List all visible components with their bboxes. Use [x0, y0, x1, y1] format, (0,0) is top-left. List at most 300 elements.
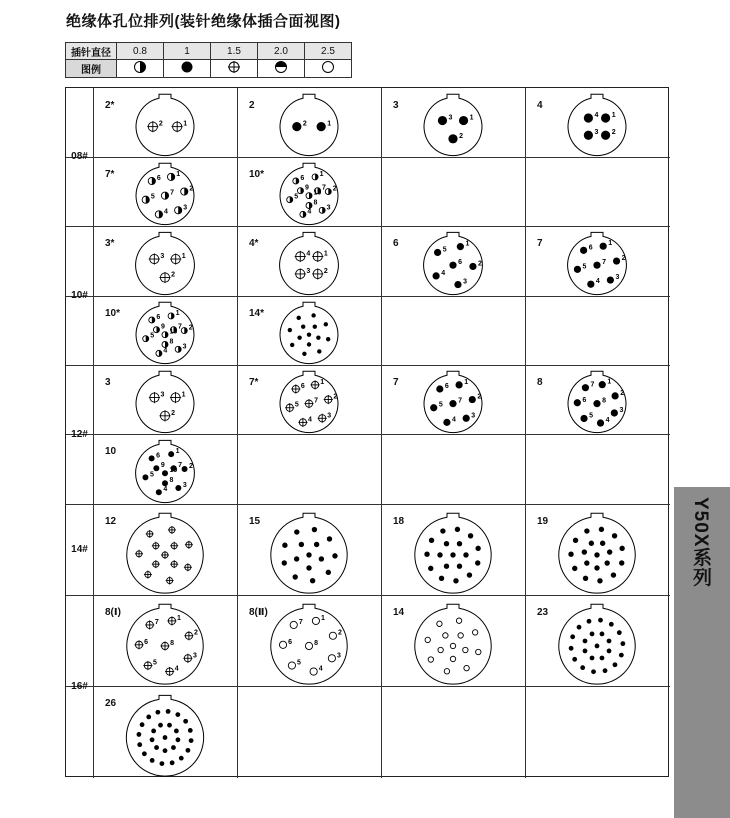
- contact-pin: [469, 263, 476, 270]
- layout-diagram: [93, 296, 237, 365]
- contact-number: 4: [595, 278, 600, 286]
- layout-label: 14*: [249, 308, 265, 319]
- contact-pin: [149, 455, 155, 461]
- contact-pin: [156, 489, 162, 495]
- group-label: 14#: [71, 543, 88, 555]
- contact-pin: [310, 578, 315, 583]
- layout-diagram: [525, 226, 669, 296]
- contact-number: 4: [452, 416, 456, 424]
- contact-pin: [326, 570, 331, 575]
- contact-pin: [168, 451, 174, 457]
- layout-label: 4: [537, 100, 543, 111]
- contact-number: 3: [326, 204, 331, 212]
- layout-cell: [525, 595, 669, 686]
- contact-number: 1: [465, 240, 470, 248]
- contact-number: 6: [458, 259, 463, 267]
- layout-cell: [525, 504, 669, 595]
- contact-pin: [163, 748, 168, 753]
- contact-pin: [312, 174, 318, 180]
- contact-number: 7: [178, 323, 182, 331]
- contact-number: 6: [156, 313, 161, 321]
- contact-pin: [443, 419, 450, 426]
- contact-pin: [166, 709, 171, 714]
- layout-cell: [93, 434, 237, 504]
- contact-number: 6: [156, 452, 161, 460]
- contact-pin: [597, 419, 604, 426]
- contact-pin: [174, 729, 179, 734]
- layout-label: 15: [249, 516, 261, 527]
- contact-number: 1: [183, 120, 188, 128]
- contact-number: 7: [314, 397, 319, 405]
- contact-number: 6: [156, 174, 161, 182]
- layout-cell: [381, 226, 525, 296]
- contact-number: 2: [193, 629, 198, 637]
- contact-pin: [438, 647, 443, 652]
- contact-pin: [600, 656, 605, 661]
- legend-size: 1.5: [211, 43, 258, 60]
- contact-number: 1: [181, 391, 186, 399]
- layout-label: 3: [105, 377, 111, 388]
- layout-cell: [93, 686, 237, 778]
- contact-pin: [587, 281, 594, 288]
- insulator-outline: [280, 232, 339, 294]
- contact-pin: [613, 662, 618, 667]
- layout-grid: [65, 87, 669, 777]
- contact-pin: [591, 669, 596, 674]
- layout-cell: [237, 296, 381, 365]
- layout-label: 14: [393, 607, 405, 618]
- contact-pin: [306, 565, 311, 570]
- layout-cell: [525, 88, 669, 157]
- contact-pin: [299, 542, 304, 547]
- contact-pin: [573, 538, 578, 543]
- contact-pin: [599, 527, 604, 532]
- contact-number: 5: [150, 193, 155, 201]
- layout-label: 26: [105, 698, 117, 709]
- contact-number: 3: [463, 278, 467, 286]
- layout-diagram: [93, 157, 237, 226]
- contact-pin: [428, 566, 433, 571]
- layout-label: 7*: [249, 377, 259, 388]
- contact-pin: [430, 404, 437, 411]
- contact-pin: [455, 527, 460, 532]
- layout-diagram: [93, 226, 237, 296]
- contact-pin: [584, 131, 593, 140]
- contact-pin: [325, 189, 331, 195]
- contact-number: 1: [469, 114, 474, 122]
- contact-pin: [472, 630, 477, 635]
- contact-pin: [329, 632, 336, 639]
- layout-label: 2*: [105, 100, 115, 111]
- group-label: 16#: [71, 680, 88, 692]
- contact-pin: [327, 536, 332, 541]
- contact-number: 3: [182, 343, 187, 351]
- contact-pin: [148, 177, 155, 184]
- contact-pin: [457, 541, 462, 546]
- contact-pin: [167, 723, 172, 728]
- layout-label: 8(Ⅱ): [249, 607, 268, 618]
- contact-number: 3: [471, 412, 476, 420]
- layout-label: 18: [393, 516, 405, 527]
- contact-number: 10: [169, 328, 178, 336]
- contact-pin: [163, 735, 168, 740]
- contact-pin: [600, 632, 605, 637]
- contact-number: 1: [181, 253, 186, 261]
- contact-pin: [612, 533, 617, 538]
- contact-number: 9: [160, 462, 165, 470]
- contact-number: 7: [590, 381, 595, 389]
- contact-pin: [189, 738, 194, 743]
- layout-cell: [237, 504, 381, 595]
- layout-label: 23: [537, 607, 549, 618]
- contact-pin: [294, 529, 299, 534]
- contact-number: 8: [169, 477, 174, 485]
- layout-label: 7: [537, 238, 543, 249]
- layout-diagram: [237, 365, 381, 434]
- contact-pin: [154, 745, 159, 750]
- contact-pin: [450, 643, 455, 648]
- contact-number: 4: [594, 112, 599, 120]
- contact-number: 4: [163, 347, 168, 355]
- contact-pin: [156, 350, 162, 356]
- contact-pin: [293, 178, 299, 184]
- contact-number: 2: [171, 409, 176, 417]
- contact-number: 3: [160, 391, 165, 399]
- contact-pin: [438, 116, 447, 125]
- contact-number: 5: [582, 263, 587, 271]
- contact-number: 1: [611, 112, 616, 120]
- contact-pin: [326, 337, 330, 341]
- contact-pin: [311, 313, 315, 317]
- contact-number: 7: [298, 618, 303, 626]
- contact-pin: [459, 116, 468, 125]
- contact-pin: [617, 630, 622, 635]
- contact-number: 6: [288, 638, 293, 646]
- contact-pin: [151, 729, 156, 734]
- legend-size: 2.0: [258, 43, 305, 60]
- contact-pin: [297, 316, 301, 320]
- insulator-outline: [136, 371, 194, 432]
- contact-pin: [572, 657, 577, 662]
- contact-pin: [429, 538, 434, 543]
- contact-pin: [619, 560, 624, 565]
- contact-number: 1: [464, 378, 469, 386]
- contact-pin: [456, 618, 461, 623]
- contact-pin: [293, 574, 298, 579]
- contact-number: 4: [174, 665, 179, 673]
- contact-pin: [469, 396, 476, 403]
- contact-number: 1: [176, 170, 181, 178]
- contact-number: 7: [322, 184, 326, 192]
- contact-pin: [444, 669, 449, 674]
- layout-cell: [237, 595, 381, 686]
- contact-number: 10: [169, 467, 178, 475]
- contact-pin: [464, 665, 469, 670]
- contact-number: 6: [444, 382, 449, 390]
- top-half-filled-circle-icon: [258, 60, 305, 78]
- contact-number: 1: [323, 250, 328, 258]
- contact-pin: [463, 415, 470, 422]
- contact-number: 2: [158, 120, 163, 128]
- contact-pin: [444, 564, 449, 569]
- contact-number: 4: [605, 417, 610, 425]
- contact-pin: [599, 381, 606, 388]
- contact-number: 2: [477, 393, 482, 401]
- contact-number: 5: [442, 246, 447, 254]
- contact-number: 7: [178, 462, 183, 470]
- contact-number: 6: [300, 382, 305, 390]
- contact-number: 3: [182, 482, 187, 490]
- page-title: 绝缘体孔位排列(装针绝缘体插合面视图): [66, 13, 341, 30]
- layout-diagram: [525, 365, 669, 434]
- layout-cell: [93, 157, 237, 226]
- contact-pin: [598, 618, 603, 623]
- contact-pin: [475, 546, 480, 551]
- layout-cell: [237, 88, 381, 157]
- contact-pin: [448, 134, 457, 143]
- legend-size: 1: [164, 43, 211, 60]
- contact-pin: [297, 188, 303, 194]
- contact-number: 2: [171, 271, 176, 279]
- contact-pin: [307, 332, 311, 336]
- contact-number: 5: [589, 412, 594, 420]
- layout-label: 3: [393, 100, 399, 111]
- contact-pin: [589, 541, 594, 546]
- contact-number: 5: [297, 659, 301, 667]
- contact-pin: [476, 649, 481, 654]
- layout-diagram: [93, 434, 237, 504]
- contact-number: 5: [294, 193, 299, 201]
- contact-number: 7: [154, 618, 159, 626]
- contact-number: 2: [332, 185, 337, 193]
- contact-number: 3: [594, 129, 599, 137]
- contact-pin: [317, 122, 326, 131]
- contact-pin: [287, 197, 293, 203]
- contact-pin: [593, 262, 600, 269]
- layout-label: 2: [249, 100, 255, 111]
- layout-cell: [93, 504, 237, 595]
- contact-number: 5: [150, 332, 155, 340]
- contact-number: 4: [318, 665, 323, 673]
- contact-pin: [424, 552, 429, 557]
- crosshair-circle-icon: [211, 60, 258, 78]
- contact-pin: [597, 578, 602, 583]
- layout-diagram: [381, 88, 525, 157]
- contact-pin: [188, 728, 193, 733]
- contact-pin: [572, 566, 577, 571]
- contact-pin: [437, 621, 442, 626]
- contact-pin: [316, 335, 320, 339]
- layout-diagram: [237, 226, 381, 296]
- layout-label: 10*: [249, 169, 265, 180]
- contact-number: 2: [188, 324, 193, 332]
- contact-number: 3: [327, 412, 332, 420]
- contact-pin: [601, 131, 610, 140]
- contact-pin: [457, 243, 464, 250]
- contact-pin: [439, 576, 444, 581]
- contact-number: 9: [160, 323, 165, 331]
- contact-pin: [612, 392, 619, 399]
- contact-pin: [324, 322, 328, 326]
- contact-pin: [155, 211, 162, 218]
- contact-number: 2: [337, 629, 342, 637]
- contact-pin: [601, 113, 610, 122]
- contact-pin: [593, 400, 600, 407]
- contact-pin: [583, 649, 588, 654]
- contact-number: 3: [336, 652, 341, 660]
- contact-number: 2: [621, 255, 626, 263]
- contact-pin: [583, 639, 588, 644]
- contact-number: 9: [304, 184, 309, 192]
- contact-pin: [312, 527, 317, 532]
- layout-label: 10: [105, 446, 117, 457]
- legend-size: 0.8: [117, 43, 164, 60]
- insulator-outline: [136, 232, 195, 294]
- contact-pin: [463, 647, 468, 652]
- contact-pin: [282, 560, 287, 565]
- contact-pin: [146, 714, 151, 719]
- contact-pin: [179, 756, 184, 761]
- contact-pin: [279, 641, 286, 648]
- contact-pin: [433, 272, 440, 279]
- contact-pin: [153, 327, 159, 333]
- layout-label: 6: [393, 238, 399, 249]
- contact-pin: [153, 465, 159, 471]
- group-label: 08#: [71, 151, 88, 162]
- contact-pin: [453, 578, 458, 583]
- contact-pin: [142, 474, 148, 480]
- contact-pin: [611, 572, 616, 577]
- layout-label: 7*: [105, 169, 115, 180]
- contact-pin: [170, 760, 175, 765]
- contact-number: 1: [320, 378, 325, 386]
- contact-number: 1: [175, 448, 180, 456]
- contact-number: 6: [582, 396, 587, 404]
- contact-pin: [583, 576, 588, 581]
- contact-pin: [319, 556, 324, 561]
- contact-pin: [437, 552, 442, 557]
- contact-pin: [181, 188, 188, 195]
- contact-number: 4: [441, 269, 446, 277]
- layout-label: 4*: [249, 238, 259, 249]
- contact-number: 8: [169, 338, 174, 346]
- layout-cell: [381, 504, 525, 595]
- contact-pin: [307, 342, 311, 346]
- contact-pin: [175, 485, 181, 491]
- contact-number: 2: [189, 185, 194, 193]
- layout-cell: [237, 157, 381, 226]
- contact-pin: [584, 528, 589, 533]
- contact-number: 6: [588, 244, 593, 252]
- contact-number: 7: [458, 397, 463, 405]
- contact-pin: [594, 565, 599, 570]
- contact-pin: [444, 541, 449, 546]
- contact-pin: [600, 243, 607, 250]
- contact-pin: [600, 541, 605, 546]
- contact-pin: [300, 211, 306, 217]
- contact-pin: [317, 349, 321, 353]
- contact-pin: [609, 622, 614, 627]
- contact-pin: [457, 564, 462, 569]
- contact-pin: [587, 619, 592, 624]
- contact-pin: [282, 543, 287, 548]
- contact-number: 1: [321, 614, 325, 622]
- contact-pin: [440, 528, 445, 533]
- layout-label: 7: [393, 377, 399, 388]
- contact-pin: [137, 742, 142, 747]
- contact-pin: [175, 346, 181, 352]
- contact-number: 3: [448, 114, 453, 122]
- contact-pin: [306, 202, 312, 208]
- insulator-outline: [568, 94, 626, 155]
- contact-pin: [449, 262, 456, 269]
- contact-pin: [171, 745, 176, 750]
- layout-cell: [93, 595, 237, 686]
- layout-diagram: [237, 157, 381, 226]
- contact-pin: [328, 655, 335, 662]
- layout-label: 12: [105, 516, 117, 527]
- layout-label: 8(Ⅰ): [105, 607, 121, 618]
- contact-pin: [458, 633, 463, 638]
- contact-pin: [158, 723, 163, 728]
- contact-pin: [288, 328, 292, 332]
- contact-pin: [150, 737, 155, 742]
- contact-pin: [603, 668, 608, 673]
- series-label: Y50X系列: [690, 497, 711, 588]
- layout-diagram: [381, 226, 525, 296]
- layout-cell: [93, 88, 237, 157]
- legend-header-size: 插针直径: [66, 43, 117, 60]
- contact-pin: [620, 641, 625, 646]
- contact-pin: [582, 549, 587, 554]
- legend-size: 2.5: [305, 43, 352, 60]
- contact-pin: [314, 542, 319, 547]
- filled-circle-icon: [164, 60, 211, 78]
- contact-number: 1: [327, 120, 332, 128]
- contact-number: 7: [602, 259, 607, 267]
- contact-pin: [619, 546, 624, 551]
- contact-pin: [590, 632, 595, 637]
- layout-diagram: [93, 365, 237, 434]
- contact-pin: [162, 470, 168, 476]
- contact-pin: [160, 761, 165, 766]
- contact-pin: [574, 266, 581, 273]
- contact-pin: [297, 335, 301, 339]
- contact-pin: [143, 336, 149, 342]
- contact-number: 5: [294, 401, 299, 409]
- contact-pin: [467, 572, 472, 577]
- contact-pin: [449, 400, 456, 407]
- contact-pin: [137, 732, 142, 737]
- contact-pin: [161, 192, 168, 199]
- contact-pin: [290, 621, 297, 628]
- contact-pin: [454, 281, 461, 288]
- contact-number: 8: [170, 639, 175, 647]
- contact-number: 8: [314, 639, 319, 647]
- contact-number: 4: [164, 208, 168, 216]
- contact-number: 1: [607, 378, 612, 386]
- contact-pin: [168, 313, 174, 319]
- contact-pin: [475, 560, 480, 565]
- contact-pin: [313, 324, 317, 328]
- contact-pin: [468, 533, 473, 538]
- contact-number: 3: [619, 406, 624, 414]
- layout-cell: [237, 365, 381, 434]
- contact-number: 3: [183, 204, 188, 212]
- contact-pin: [182, 466, 188, 472]
- contact-number: 2: [459, 132, 464, 140]
- contact-number: 3: [160, 253, 165, 261]
